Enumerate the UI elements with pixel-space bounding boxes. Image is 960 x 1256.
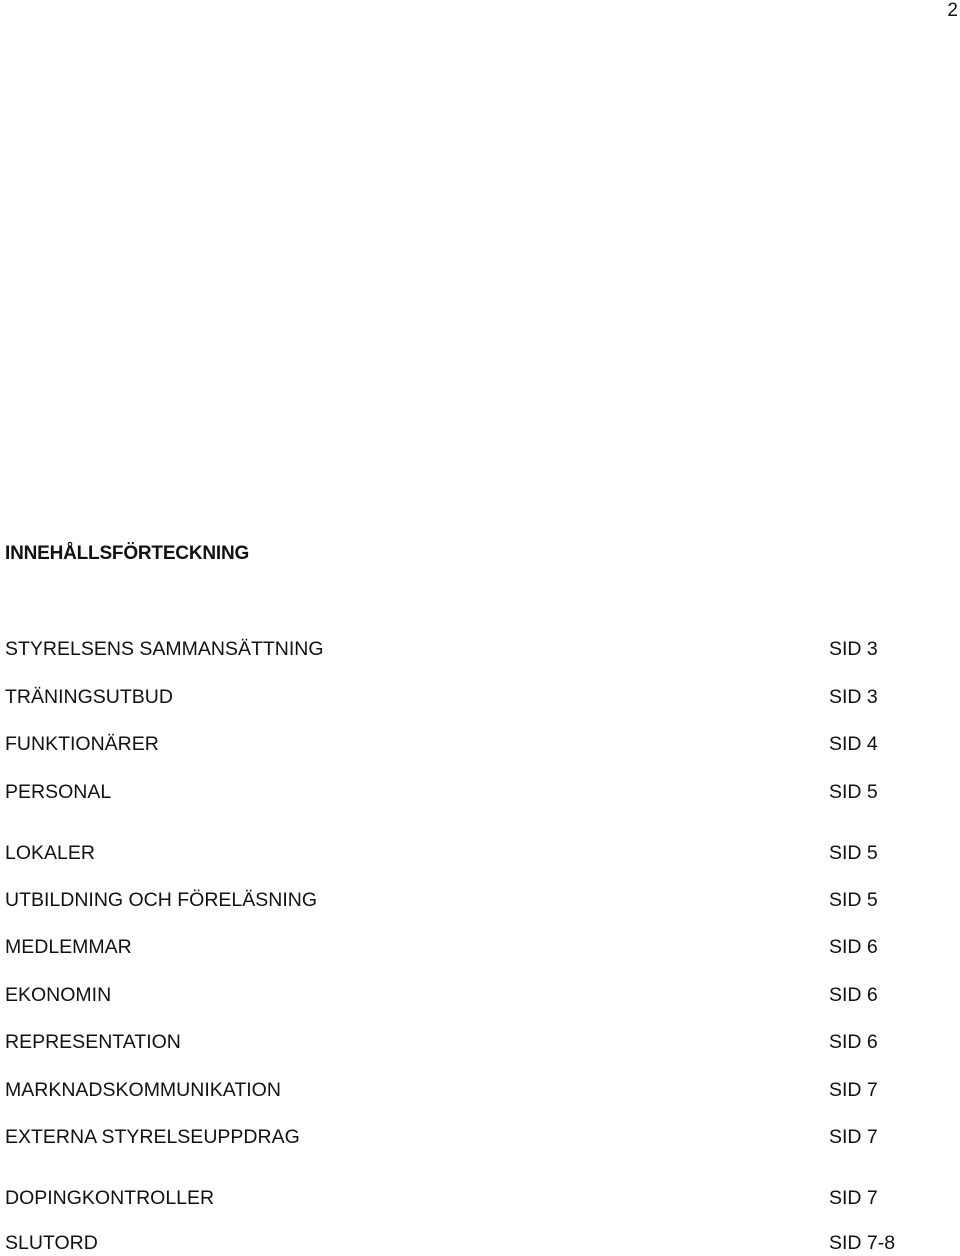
toc-entry-page: SID 7 bbox=[829, 1079, 878, 1101]
toc-entry-label: STYRELSENS SAMMANSÄTTNING bbox=[5, 638, 324, 660]
toc-entry-label: PERSONAL bbox=[5, 781, 112, 803]
toc-entry-label: LOKALER bbox=[5, 842, 95, 864]
toc-entry-label: EKONOMIN bbox=[5, 984, 112, 1006]
toc-entry-page: SID 6 bbox=[829, 984, 878, 1006]
toc-entry bbox=[5, 1077, 905, 1103]
toc-entry bbox=[5, 1230, 905, 1256]
page-number: 2 bbox=[947, 0, 958, 21]
toc-entry-label: MEDLEMMAR bbox=[5, 936, 132, 958]
toc-entry-label: REPRESENTATION bbox=[5, 1031, 181, 1053]
toc-entry-page: SID 6 bbox=[829, 936, 878, 958]
toc-entry-page: SID 7-8 bbox=[829, 1232, 896, 1254]
toc-entry-label: TRÄNINGSUTBUD bbox=[5, 686, 173, 708]
toc-entry-label: FUNKTIONÄRER bbox=[5, 733, 159, 755]
toc-entry bbox=[5, 779, 905, 805]
toc-entry bbox=[5, 636, 905, 662]
toc-entry bbox=[5, 840, 905, 866]
toc-entry bbox=[5, 1029, 905, 1055]
toc-entry-page: SID 7 bbox=[829, 1126, 878, 1148]
toc-entry-page: SID 4 bbox=[829, 733, 878, 755]
toc-entry-label: SLUTORD bbox=[5, 1232, 98, 1254]
toc-entry bbox=[5, 1124, 905, 1150]
toc-entry bbox=[5, 934, 905, 960]
toc-entry bbox=[5, 684, 905, 710]
toc-entry-label: DOPINGKONTROLLER bbox=[5, 1187, 215, 1209]
toc-entry bbox=[5, 731, 905, 757]
toc-entry bbox=[5, 1185, 905, 1211]
toc-entry bbox=[5, 887, 905, 913]
toc-title: INNEHÅLLSFÖRTECKNING bbox=[5, 543, 250, 564]
toc-entry-page: SID 5 bbox=[829, 889, 878, 911]
toc-entry-label: MARKNADSKOMMUNIKATION bbox=[5, 1079, 281, 1101]
toc-entry bbox=[5, 982, 905, 1008]
toc-entry-page: SID 7 bbox=[829, 1187, 878, 1209]
toc-entry-page: SID 5 bbox=[829, 842, 878, 864]
toc-entry-page: SID 3 bbox=[829, 638, 878, 660]
toc-entry-label: UTBILDNING OCH FÖRELÄSNING bbox=[5, 889, 318, 911]
toc-entry-page: SID 3 bbox=[829, 686, 878, 708]
toc-entry-page: SID 5 bbox=[829, 781, 878, 803]
toc-entry-label: EXTERNA STYRELSEUPPDRAG bbox=[5, 1126, 300, 1148]
toc-entry-page: SID 6 bbox=[829, 1031, 878, 1053]
